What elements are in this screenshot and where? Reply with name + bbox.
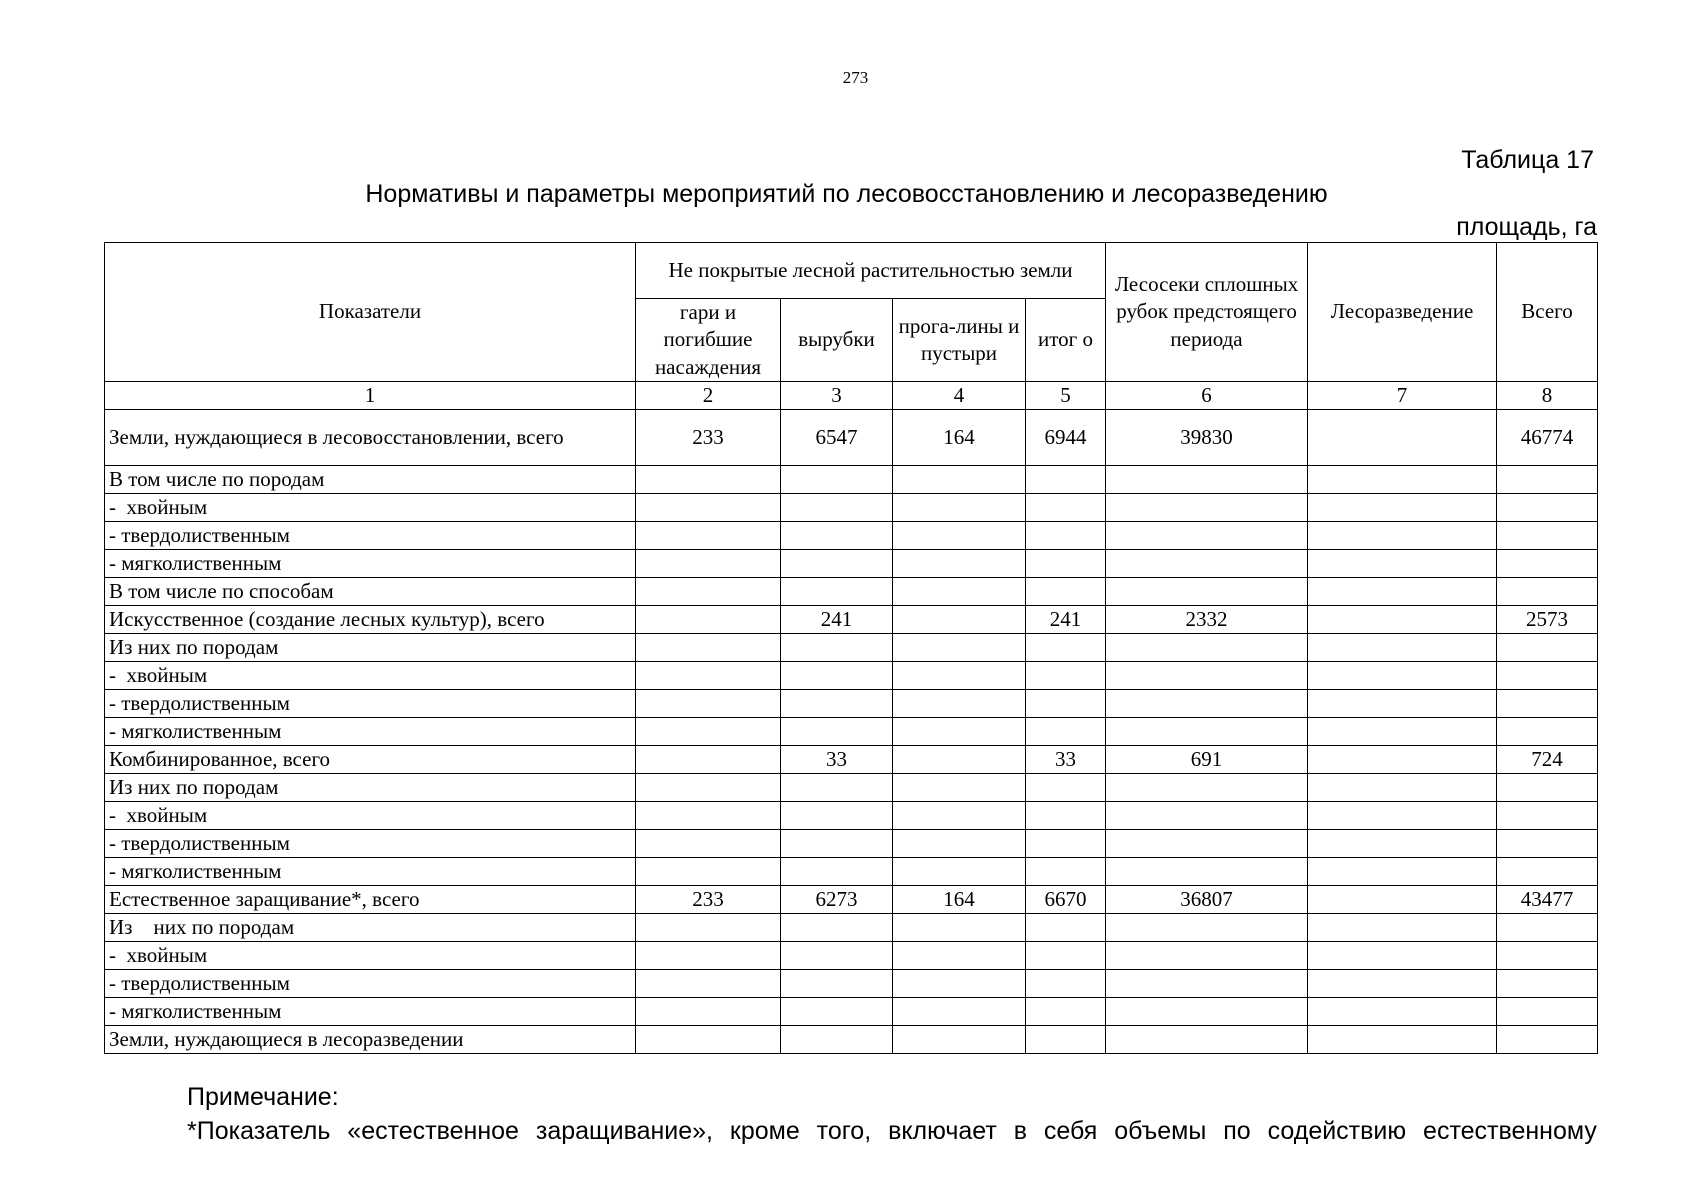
- cell-value: [1497, 494, 1598, 522]
- header-glades: прога-лины и пустыри: [893, 299, 1026, 382]
- cell-value: [636, 690, 781, 718]
- unit-label: площадь, га: [1456, 213, 1597, 241]
- cell-value: 164: [893, 886, 1026, 914]
- cell-value: [1106, 858, 1308, 886]
- header-afforestation: Лесоразведение: [1308, 243, 1497, 382]
- column-number: 5: [1026, 382, 1106, 410]
- cell-value: [1308, 494, 1497, 522]
- cell-value: [1106, 718, 1308, 746]
- header-not-covered: Не покрытые лесной растительностью земли: [636, 243, 1106, 299]
- cell-value: [1308, 970, 1497, 998]
- cell-value: [781, 662, 893, 690]
- header-all: Всего: [1497, 243, 1598, 382]
- cell-value: [636, 774, 781, 802]
- cell-value: [636, 998, 781, 1026]
- cell-value: [636, 550, 781, 578]
- column-number: 6: [1106, 382, 1308, 410]
- table-row: [105, 494, 1598, 522]
- row-label: - твердолиственным: [105, 522, 636, 550]
- cell-value: [1026, 774, 1106, 802]
- note-word: объемы: [1114, 1117, 1207, 1145]
- row-label: - хвойным: [105, 802, 636, 830]
- cell-value: [1308, 998, 1497, 1026]
- cell-value: [781, 830, 893, 858]
- cell-value: 724: [1497, 746, 1598, 774]
- cell-value: [781, 718, 893, 746]
- cell-value: [636, 942, 781, 970]
- cell-value: [893, 522, 1026, 550]
- cell-value: [1497, 690, 1598, 718]
- row-label: - мягколиственным: [105, 858, 636, 886]
- cell-value: [1026, 830, 1106, 858]
- cell-value: [781, 578, 893, 606]
- cell-value: [1106, 942, 1308, 970]
- cell-value: [636, 494, 781, 522]
- table-row: [105, 522, 1598, 550]
- cell-value: [781, 774, 893, 802]
- cell-value: [636, 718, 781, 746]
- cell-value: [893, 466, 1026, 494]
- row-label: Естественное заращивание*, всего: [105, 886, 636, 914]
- row-label: В том числе по способам: [105, 578, 636, 606]
- cell-value: [1497, 830, 1598, 858]
- cell-value: [781, 1026, 893, 1054]
- cell-value: [1026, 578, 1106, 606]
- table-row: [105, 998, 1598, 1026]
- cell-value: [1497, 942, 1598, 970]
- cell-value: [781, 690, 893, 718]
- note-word: естественному: [1423, 1117, 1597, 1145]
- cell-value: 233: [636, 886, 781, 914]
- table-row: [105, 690, 1598, 718]
- table-label: Таблица 17: [1461, 146, 1594, 174]
- cell-value: [636, 970, 781, 998]
- cell-value: [1106, 914, 1308, 942]
- cell-value: 36807: [1106, 886, 1308, 914]
- cell-value: [893, 914, 1026, 942]
- row-label: - твердолиственным: [105, 690, 636, 718]
- table-row: [105, 606, 1598, 634]
- cell-value: [1026, 718, 1106, 746]
- note-word: заращивание»,: [535, 1117, 713, 1145]
- cell-value: [1026, 998, 1106, 1026]
- cell-value: [1106, 830, 1308, 858]
- table-row: [105, 1026, 1598, 1054]
- cell-value: [1497, 914, 1598, 942]
- cell-value: 2332: [1106, 606, 1308, 634]
- row-label: - твердолиственным: [105, 970, 636, 998]
- cell-value: [1308, 466, 1497, 494]
- table-row: [105, 914, 1598, 942]
- cell-value: [1308, 522, 1497, 550]
- cell-value: [893, 718, 1026, 746]
- cell-value: [1106, 970, 1308, 998]
- note-word: включает: [888, 1117, 997, 1145]
- cell-value: [1106, 662, 1308, 690]
- cell-value: [1308, 578, 1497, 606]
- cell-value: [636, 662, 781, 690]
- header-row-top: [105, 243, 1598, 299]
- cell-value: [893, 578, 1026, 606]
- cell-value: [1308, 550, 1497, 578]
- column-number: 7: [1308, 382, 1497, 410]
- cell-value: [1308, 410, 1497, 466]
- cell-value: 2573: [1497, 606, 1598, 634]
- cell-value: [1497, 578, 1598, 606]
- cell-value: [636, 802, 781, 830]
- cell-value: [781, 998, 893, 1026]
- cell-value: [636, 1026, 781, 1054]
- column-number: 2: [636, 382, 781, 410]
- row-label: - твердолиственным: [105, 830, 636, 858]
- cell-value: [1308, 830, 1497, 858]
- table-row: [105, 550, 1598, 578]
- cell-value: [893, 830, 1026, 858]
- cell-value: [781, 466, 893, 494]
- cell-value: [1308, 914, 1497, 942]
- table-row: [105, 774, 1598, 802]
- cell-value: [1106, 494, 1308, 522]
- cell-value: [1026, 690, 1106, 718]
- row-label: Земли, нуждающиеся в лесовосстановлении, всего: [105, 410, 636, 466]
- cell-value: [1106, 802, 1308, 830]
- cell-value: [781, 522, 893, 550]
- cell-value: [1026, 466, 1106, 494]
- note-word: кроме: [729, 1117, 800, 1145]
- column-number: 8: [1497, 382, 1598, 410]
- cell-value: [781, 634, 893, 662]
- cell-value: [636, 578, 781, 606]
- cell-value: [1497, 718, 1598, 746]
- cell-value: [1497, 522, 1598, 550]
- cell-value: 43477: [1497, 886, 1598, 914]
- row-label: Комбинированное, всего: [105, 746, 636, 774]
- cell-value: [1308, 662, 1497, 690]
- table-row: [105, 662, 1598, 690]
- cell-value: [636, 858, 781, 886]
- note-word: содействию: [1267, 1117, 1407, 1145]
- cell-value: [636, 466, 781, 494]
- page-number: 273: [842, 68, 869, 87]
- cell-value: [893, 634, 1026, 662]
- cell-value: [1497, 550, 1598, 578]
- cell-value: [636, 634, 781, 662]
- cell-value: [781, 858, 893, 886]
- cell-value: [781, 494, 893, 522]
- cell-value: [1026, 1026, 1106, 1054]
- note-title: Примечание:: [187, 1083, 339, 1111]
- cell-value: [1026, 858, 1106, 886]
- header-clearcuts: Лесосеки сплошных рубок предстоящего периода: [1106, 243, 1308, 382]
- cell-value: [781, 970, 893, 998]
- row-label: - хвойным: [105, 662, 636, 690]
- table-title: Нормативы и параметры мероприятий по лесовосстановлению и лесоразведению: [365, 180, 1328, 208]
- header-cuttings: вырубки: [781, 299, 893, 382]
- cell-value: [893, 550, 1026, 578]
- cell-value: [1308, 1026, 1497, 1054]
- table-row: [105, 886, 1598, 914]
- cell-value: [636, 522, 781, 550]
- cell-value: [1026, 634, 1106, 662]
- cell-value: [1497, 998, 1598, 1026]
- cell-value: [636, 606, 781, 634]
- cell-value: [1026, 522, 1106, 550]
- cell-value: [893, 1026, 1026, 1054]
- cell-value: [893, 858, 1026, 886]
- table-row: [105, 746, 1598, 774]
- cell-value: [1106, 634, 1308, 662]
- cell-value: [893, 998, 1026, 1026]
- cell-value: [1106, 774, 1308, 802]
- table-row: [105, 410, 1598, 466]
- cell-value: [893, 746, 1026, 774]
- cell-value: [1308, 718, 1497, 746]
- cell-value: 241: [1026, 606, 1106, 634]
- cell-value: [781, 550, 893, 578]
- cell-value: [1026, 662, 1106, 690]
- cell-value: [1308, 606, 1497, 634]
- cell-value: [1106, 466, 1308, 494]
- cell-value: [893, 606, 1026, 634]
- cell-value: [1026, 942, 1106, 970]
- cell-value: 6547: [781, 410, 893, 466]
- column-number: 3: [781, 382, 893, 410]
- forest-restoration-table: [104, 242, 1598, 1054]
- cell-value: [893, 690, 1026, 718]
- cell-value: [781, 802, 893, 830]
- row-label: - хвойным: [105, 494, 636, 522]
- row-label: Из них по породам: [105, 634, 636, 662]
- cell-value: [1106, 690, 1308, 718]
- column-number: 4: [893, 382, 1026, 410]
- cell-value: [893, 970, 1026, 998]
- table-row: [105, 718, 1598, 746]
- table-row: [105, 634, 1598, 662]
- row-label: Из них по породам: [105, 774, 636, 802]
- table-row: [105, 970, 1598, 998]
- cell-value: 6670: [1026, 886, 1106, 914]
- table-row: [105, 802, 1598, 830]
- row-label: Искусственное (создание лесных культур), всего: [105, 606, 636, 634]
- cell-value: [1308, 802, 1497, 830]
- note-word: по: [1223, 1117, 1251, 1145]
- header-indicators: Показатели: [105, 243, 636, 382]
- cell-value: [1308, 942, 1497, 970]
- cell-value: [1308, 858, 1497, 886]
- row-label: - мягколиственным: [105, 550, 636, 578]
- cell-value: [1026, 970, 1106, 998]
- cell-value: [1308, 690, 1497, 718]
- cell-value: 39830: [1106, 410, 1308, 466]
- cell-value: 691: [1106, 746, 1308, 774]
- note-word: того,: [816, 1117, 872, 1145]
- cell-value: [1497, 466, 1598, 494]
- note-word: *Показатель: [187, 1117, 331, 1145]
- cell-value: 46774: [1497, 410, 1598, 466]
- header-total: итог о: [1026, 299, 1106, 382]
- table-row: [105, 466, 1598, 494]
- column-number-row: [105, 382, 1598, 410]
- cell-value: [1026, 914, 1106, 942]
- table-row: [105, 830, 1598, 858]
- cell-value: [1497, 1026, 1598, 1054]
- cell-value: [1497, 970, 1598, 998]
- cell-value: [636, 914, 781, 942]
- cell-value: 33: [781, 746, 893, 774]
- cell-value: [1497, 774, 1598, 802]
- cell-value: [1106, 1026, 1308, 1054]
- cell-value: [1026, 494, 1106, 522]
- cell-value: [1026, 550, 1106, 578]
- cell-value: [636, 746, 781, 774]
- row-label: Из них по породам: [105, 914, 636, 942]
- cell-value: [893, 802, 1026, 830]
- cell-value: [1308, 746, 1497, 774]
- cell-value: [1106, 550, 1308, 578]
- table-row: [105, 942, 1598, 970]
- cell-value: 6273: [781, 886, 893, 914]
- cell-value: [781, 942, 893, 970]
- row-label: - мягколиственным: [105, 998, 636, 1026]
- column-number: 1: [105, 382, 636, 410]
- cell-value: 164: [893, 410, 1026, 466]
- cell-value: [893, 494, 1026, 522]
- cell-value: [1106, 522, 1308, 550]
- cell-value: [893, 774, 1026, 802]
- cell-value: [1106, 998, 1308, 1026]
- cell-value: [893, 942, 1026, 970]
- cell-value: [1497, 634, 1598, 662]
- note-word: в: [1013, 1117, 1027, 1145]
- cell-value: [1497, 662, 1598, 690]
- row-label: - мягколиственным: [105, 718, 636, 746]
- cell-value: [1497, 802, 1598, 830]
- note-word: себя: [1043, 1117, 1098, 1145]
- table-row: [105, 858, 1598, 886]
- note-text: [187, 1117, 1597, 1146]
- table-row: [105, 578, 1598, 606]
- cell-value: 33: [1026, 746, 1106, 774]
- cell-value: [781, 914, 893, 942]
- cell-value: 6944: [1026, 410, 1106, 466]
- cell-value: [1308, 634, 1497, 662]
- row-label: Земли, нуждающиеся в лесоразведении: [105, 1026, 636, 1054]
- cell-value: [893, 662, 1026, 690]
- row-label: - хвойным: [105, 942, 636, 970]
- cell-value: [1308, 886, 1497, 914]
- cell-value: [636, 830, 781, 858]
- cell-value: 233: [636, 410, 781, 466]
- header-burns: гари и погибшие насаждения: [636, 299, 781, 382]
- note-word: «естественное: [347, 1117, 519, 1145]
- cell-value: [1497, 858, 1598, 886]
- cell-value: [1308, 774, 1497, 802]
- cell-value: [1106, 578, 1308, 606]
- cell-value: 241: [781, 606, 893, 634]
- row-label: В том числе по породам: [105, 466, 636, 494]
- cell-value: [1026, 802, 1106, 830]
